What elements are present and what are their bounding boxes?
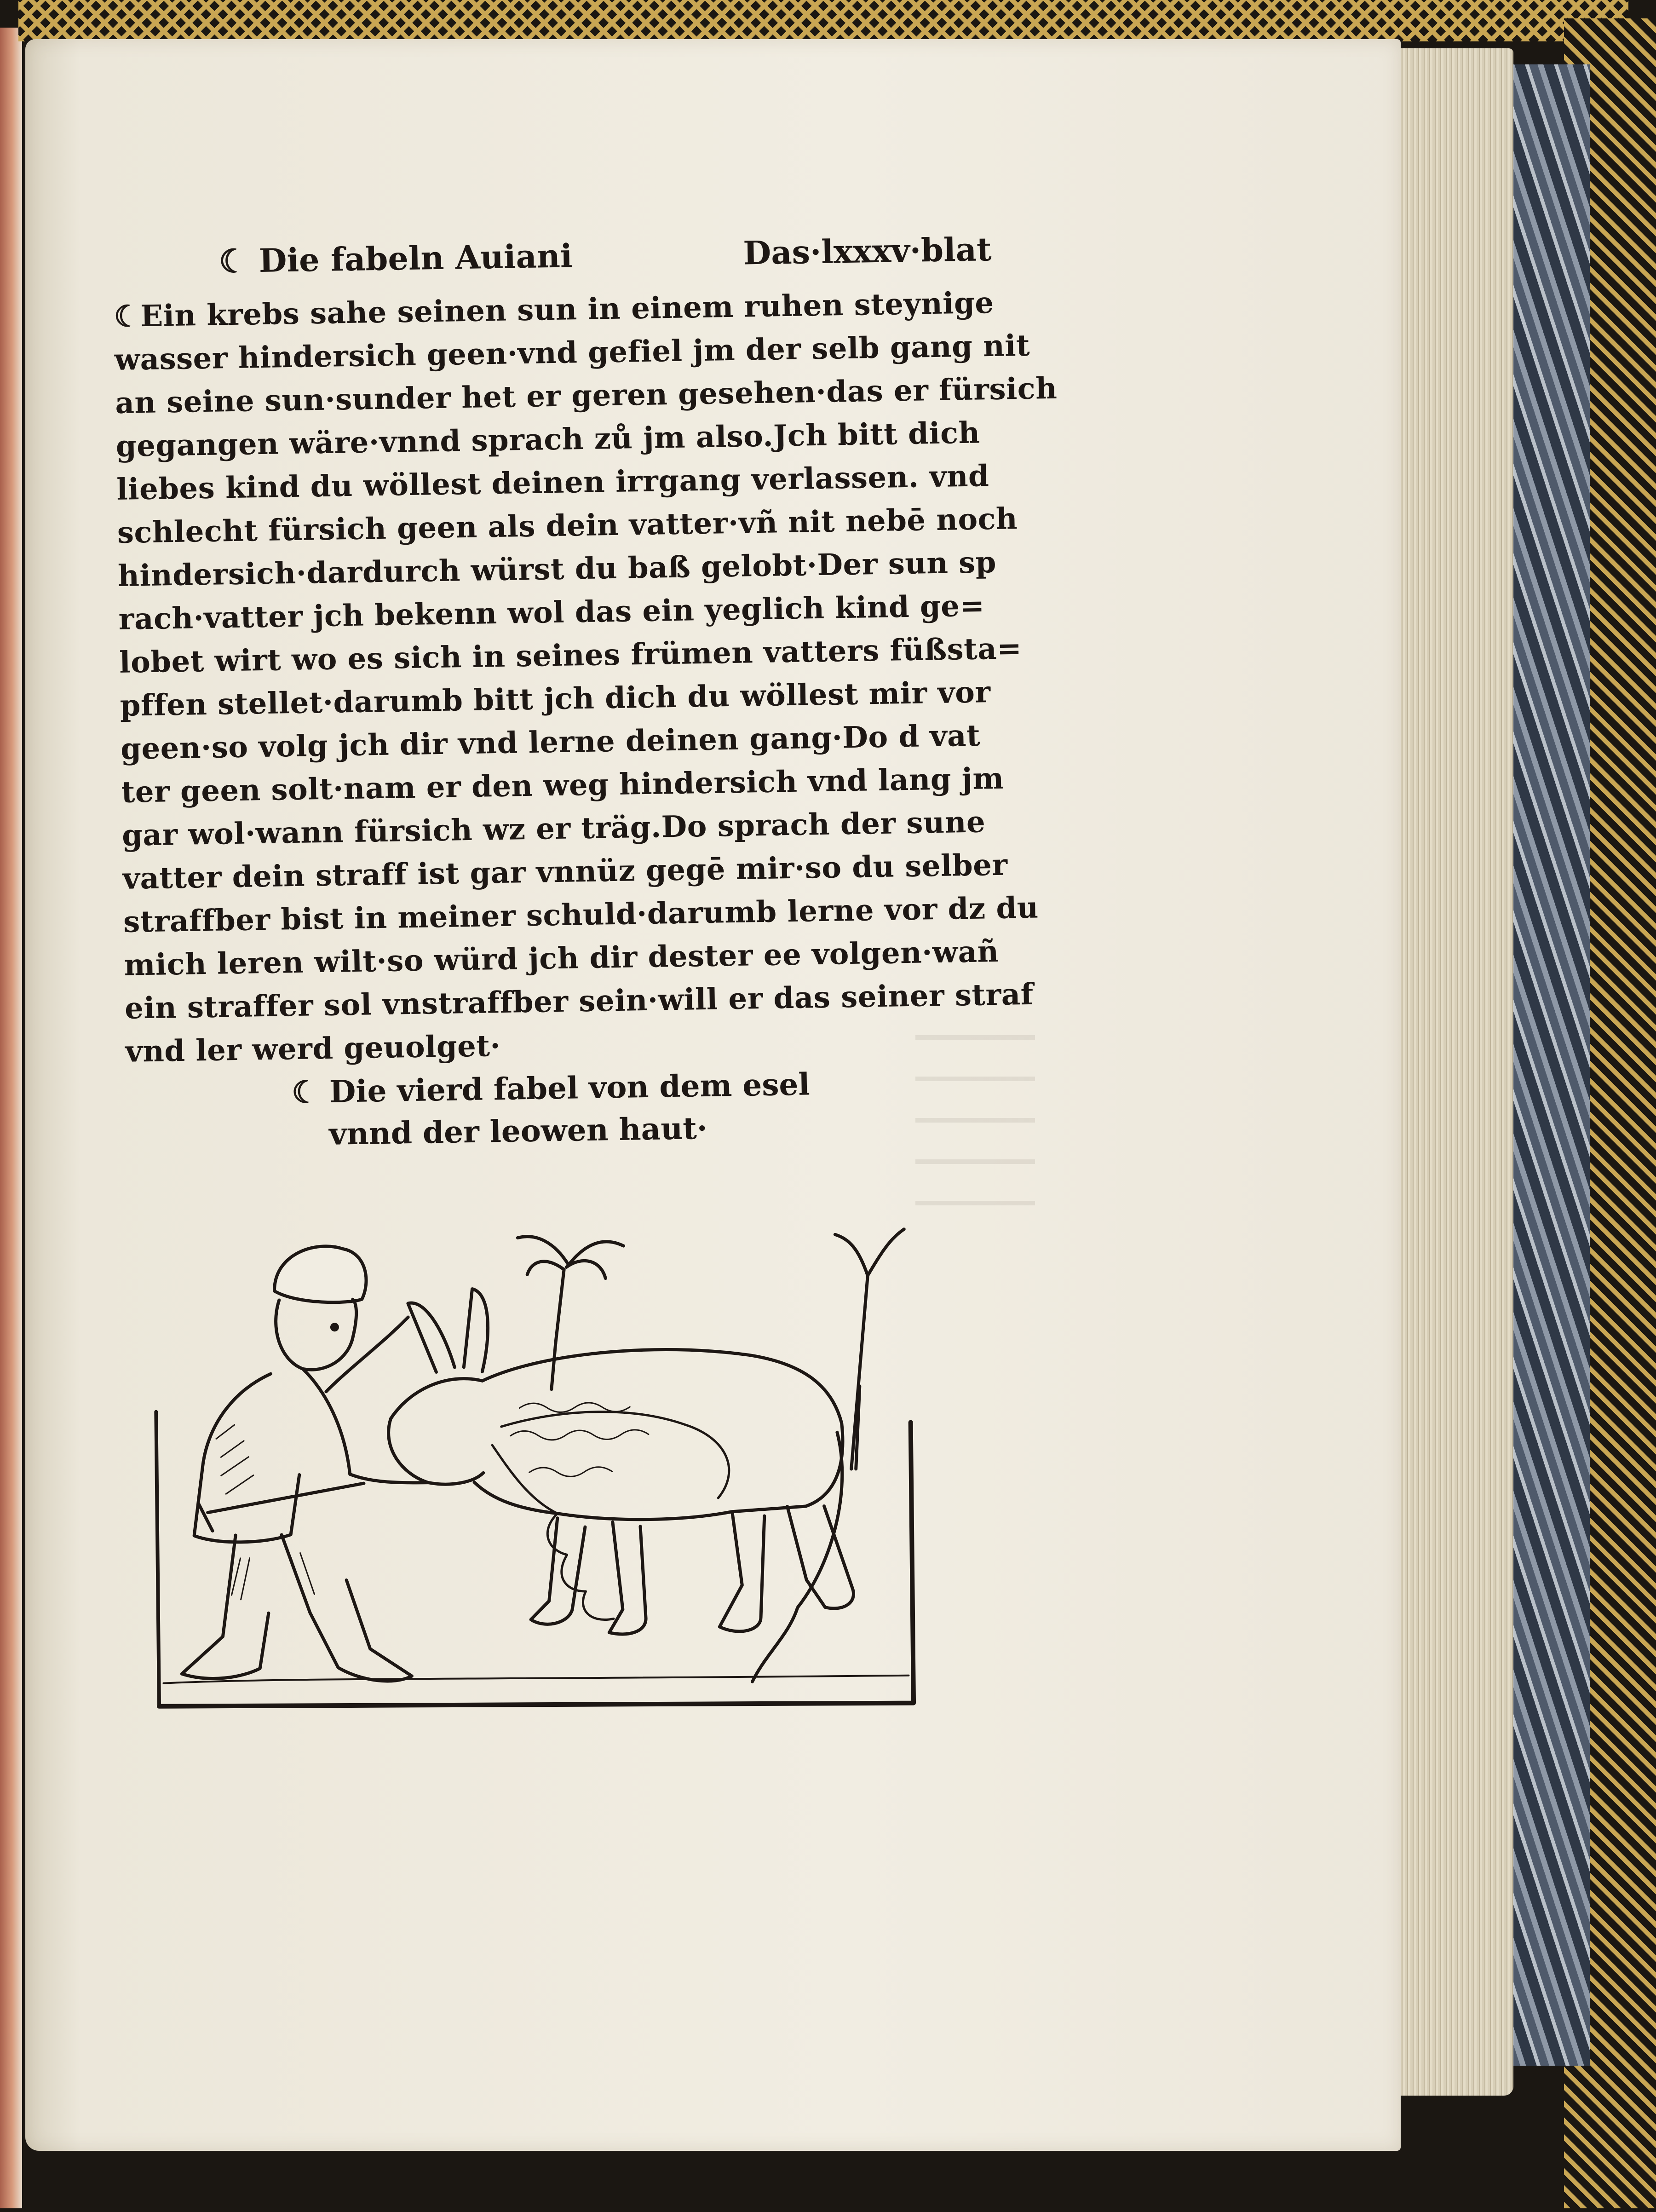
fable-heading-line2: vnnd der leowen haut· bbox=[328, 1110, 708, 1152]
text-line: vnd ler werd geuolget· bbox=[125, 1028, 501, 1069]
text-line: rach·vatter jch bekenn wol das ein yeglich kind ge= bbox=[118, 588, 985, 637]
text-line: schlecht fürsich geen als dein vatter·vñ nit nebē noch bbox=[117, 501, 1018, 550]
marbled-endboard bbox=[1509, 64, 1590, 2066]
running-title: ☾ Die fabeln Auiani bbox=[218, 236, 573, 281]
folio-number: Das·lxxxv·blat bbox=[742, 230, 992, 272]
pilcrow-icon: ☾ bbox=[218, 242, 248, 281]
text-line: vatter dein straff ist gar vnnüz gegē mir·so du selber bbox=[122, 847, 1008, 896]
text-line: ter geen solt·nam er den weg hindersich vnd lang jm bbox=[121, 761, 1005, 810]
fable-heading: ☾ Die vierd fabel von dem esel bbox=[291, 1066, 811, 1111]
text-line: an seine sun·sunder het er geren gesehen·das er fürsich bbox=[115, 371, 1058, 421]
page-edges bbox=[1394, 48, 1513, 2096]
text-line: geen·so volg jch dir vnd lerne deinen gang·Do d vat bbox=[120, 718, 981, 766]
text-line: gar wol·wann fürsich wz er träg.Do sprach der sune bbox=[121, 805, 986, 853]
text-line: liebes kind du wöllest deinen irrgang verlassen. vnd bbox=[116, 459, 989, 507]
text-line: hindersich·dardurch würst du baß gelobt·Der sun sp bbox=[117, 545, 997, 593]
gilt-border-top bbox=[18, 0, 1628, 41]
text-line: lobet wirt wo es sich in seines frümen vatters füßsta= bbox=[119, 631, 1022, 680]
text-line: gegangen wäre·vnnd sprach zů jm also.Jch bitt dich bbox=[115, 415, 981, 464]
text-line: wasser hindersich geen·vnd gefiel jm der selb gang nit bbox=[114, 328, 1030, 377]
text-line: ein straffer sol vnstraffber sein·will er das seiner straf bbox=[124, 977, 1034, 1026]
text-line: pffen stellet·darumb bitt jch dich du wöllest mir vor bbox=[120, 675, 991, 723]
text-line: straffber bist in meiner schuld·darumb lerne vor dz du bbox=[123, 890, 1039, 939]
text-line: ☾Ein krebs sahe seinen sun in einem ruhen steynige bbox=[113, 285, 995, 334]
pilcrow-icon: ☾ bbox=[291, 1074, 319, 1111]
text-line: mich leren wilt·so würd jch dir dester ee volgen·wañ bbox=[124, 934, 1000, 983]
woodcut-man-donkey-lion-skin-icon bbox=[149, 1146, 937, 1734]
book-spine bbox=[0, 28, 22, 2208]
pilcrow-icon: ☾ bbox=[113, 299, 141, 334]
text-block bbox=[113, 230, 1058, 1158]
